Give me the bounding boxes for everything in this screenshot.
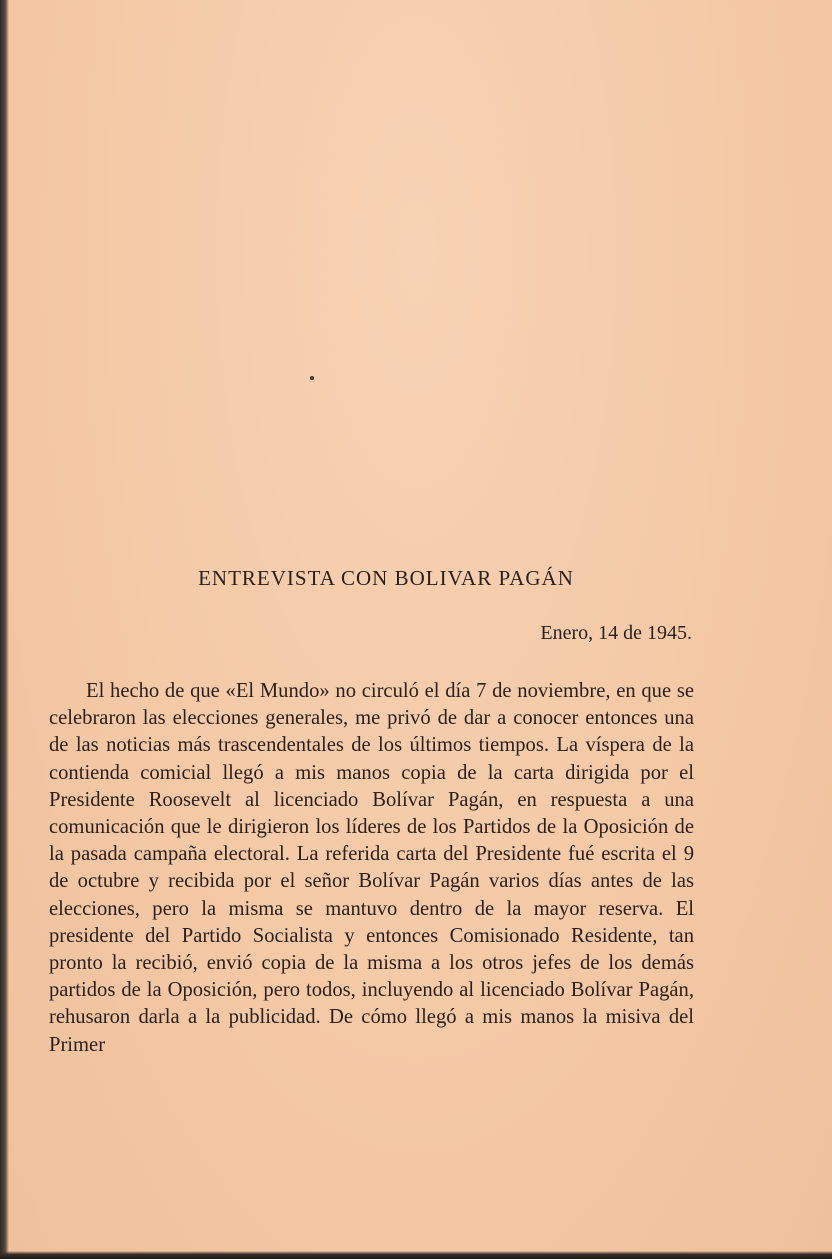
article-paragraph: El hecho de que «El Mundo» no circuló el día 7 de noviembre, en que se celebraron las elecciones generales, me privó de dar a conocer entonces una de las noticias más trascendentales de los últimos tiempos. La víspera de la contienda comicial llegó a mis manos copia de la carta dirigida por el Presidente Roosevelt al licenciado Bolívar Pagán, en respuesta a una comunicación que le dirigieron los líderes de los Partidos de la Oposición de la pasada campaña electoral. La referida carta del Presidente fué escrita el 9 de octubre y recibida por el señor Bolívar Pagán varios días antes de las elecciones, pero la misma se mantuvo dentro de la mayor reserva. El presidente del Partido Socialista y entonces Comisionado Residente, tan pronto la recibió, envió copia de la misma a los otros jefes de los demás partidos de la Oposición, pero todos, incluyendo al licenciado Bolívar Pagán, rehusaron darla a la publicidad. De cómo llegó a mis manos la misiva del Primer	[49, 680, 694, 1056]
ink-speck	[310, 376, 314, 380]
article-date: Enero, 14 de 1945.	[540, 622, 692, 644]
page-left-edge-shadow	[0, 0, 9, 1259]
page-bottom-edge-shadow	[0, 1251, 832, 1259]
article-title: ENTREVISTA CON BOLIVAR PAGÁN	[198, 566, 574, 590]
